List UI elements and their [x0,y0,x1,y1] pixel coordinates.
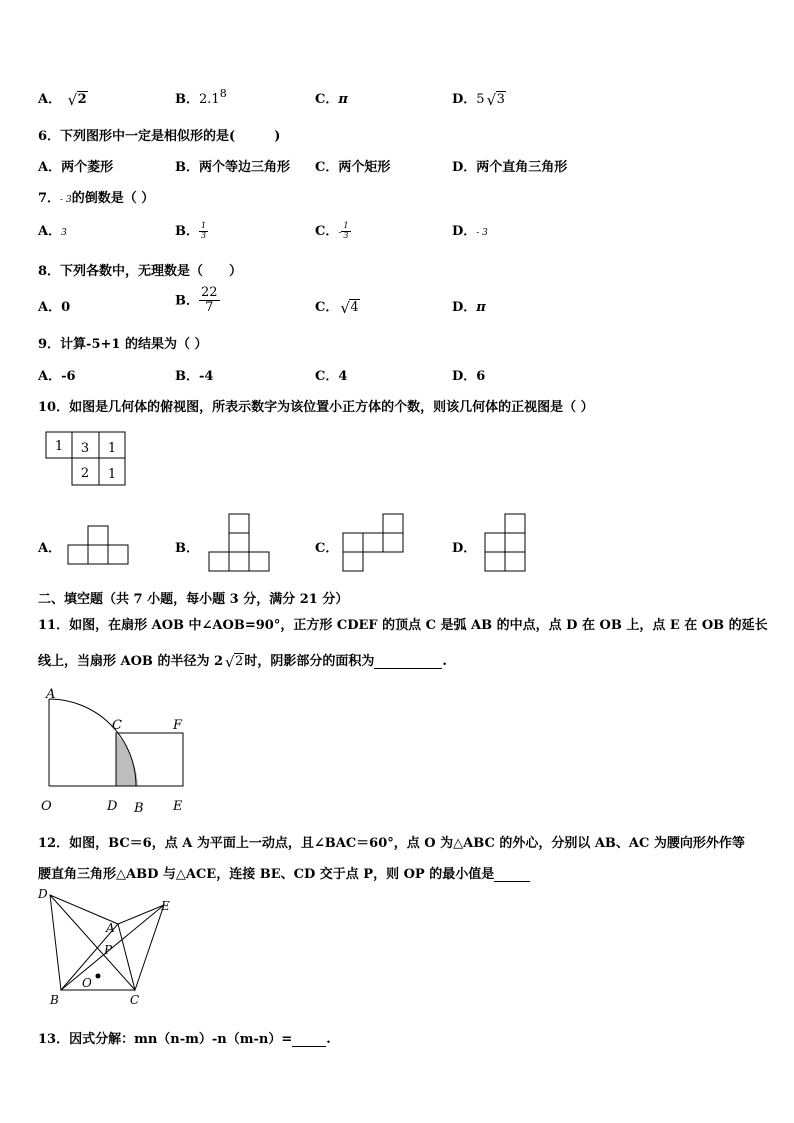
q10-option-d: D． [452,541,477,556]
q5-option-c: C．π [315,92,348,107]
svg-text:P: P [104,943,113,957]
answer-blank[interactable] [374,668,442,669]
q6-stem: 6．下列图形中一定是相似形的是( ) [38,129,281,144]
q12-line1: 12．如图，BC＝6，点 A 为平面上一动点，且∠BAC＝60°，点 O 为△ABC 的外心，分别以 AB、AC 为腰向形外作等 [38,836,745,851]
center-point [96,974,101,979]
q11-line1: 11．如图，在扇形 AOB 中∠AOB=90°，正方形 CDEF 的顶点 C 是弧 AB 的中点，点 D 在 OB 上，点 E 在 OB 的延长 [38,618,768,633]
option-c-figure [341,512,405,574]
q5-option-b: B．$2.1^8$ [175,87,227,107]
q12-line2: 腰直角三角形△ABD 与△ACE，连接 BE、CD 交于点 P，则 OP 的最小值是 [38,863,530,882]
svg-text:D: D [38,887,48,901]
sqrt-symbol: √ 2 [225,653,244,671]
q7-option-d: D．- 3 [452,224,488,239]
q5-option-d: D．5 √ 3 [452,91,505,109]
q10-option-b: B． [175,541,199,556]
section-heading: 二、填空题（共 7 小题，每小题 3 分，满分 21 分） [38,592,349,607]
svg-text:E: E [161,899,170,913]
triangle-figure [36,884,184,1008]
svg-text:C: C [130,993,140,1007]
svg-text:A: A [46,687,56,702]
q13-stem: 13．因式分解：mn（n-m）-n（m-n）= . [38,1032,331,1047]
sqrt-symbol: √ 3 [486,91,505,109]
answer-blank[interactable] [292,1046,326,1047]
q8-stem: 8．下列各数中，无理数是（ ） [38,264,243,279]
top-view-grid [44,430,130,488]
q10-stem: 10．如图是几何体的俯视图，所表示数字为该位置小正方体的个数，则该几何体的正视图是（ ） [38,400,594,415]
q8-option-c: C． √ 4 [315,299,359,317]
q7-stem: 7．- 3的倒数是（ ） [38,191,155,206]
svg-text:E: E [173,799,183,814]
svg-text:B: B [50,993,59,1007]
svg-text:D: D [107,799,118,814]
svg-text:B: B [134,801,144,816]
q5-option-a: A． √ 2 [38,91,87,109]
q7-option-a: A．3 [38,224,67,239]
sqrt-symbol: √ 2 [67,91,87,109]
svg-text:O: O [41,799,52,814]
q10-option-c: C． [315,541,339,556]
q9-option-a: A．-6 [38,369,76,384]
q8-option-a: A．0 [38,300,71,315]
svg-text:F: F [173,718,183,733]
svg-text:O: O [82,976,92,990]
q7-option-c: C．- $\frac{1}{3}$ [315,221,349,240]
q10-option-a: A． [38,541,62,556]
q9-option-d: D．6 [452,369,486,384]
shaded-region [116,733,138,786]
q9-stem: 9．计算-5+1 的结果为（ ） [38,337,208,352]
q6-option-a: A．两个菱形 [38,160,114,175]
grid-cell-r1c1: 1 [54,439,64,454]
option-b-figure [207,512,271,574]
option-d-figure [483,512,527,574]
q7-option-b: B． $\frac{1}{3}$ [175,221,207,240]
q9-option-b: B．-4 [175,369,214,384]
svg-text:C: C [112,718,122,733]
answer-blank[interactable] [494,881,530,882]
sqrt-symbol: √ 4 [340,299,359,317]
grid-cell-r2c1: 2 [80,466,90,481]
q8-option-d: D．π [452,300,486,315]
svg-text:A: A [106,921,115,935]
q11-line2: 线上，当扇形 AOB 的半径为 2 √ 2时，阴影部分的面积为 . [38,653,447,671]
q6-option-b: B．两个等边三角形 [175,160,290,175]
grid-cell-r1c3: 1 [107,441,117,456]
q8-option-b: B． $\frac{22}{7}$ [175,285,218,316]
q6-option-c: C．两个矩形 [315,160,391,175]
grid-cell-r2c2: 1 [107,467,117,482]
q9-option-c: C．4 [315,369,348,384]
q6-option-d: D．两个直角三角形 [452,160,568,175]
option-a-figure [66,524,130,566]
grid-cell-r1c2: 3 [80,441,90,456]
sector-square-figure [36,686,196,816]
